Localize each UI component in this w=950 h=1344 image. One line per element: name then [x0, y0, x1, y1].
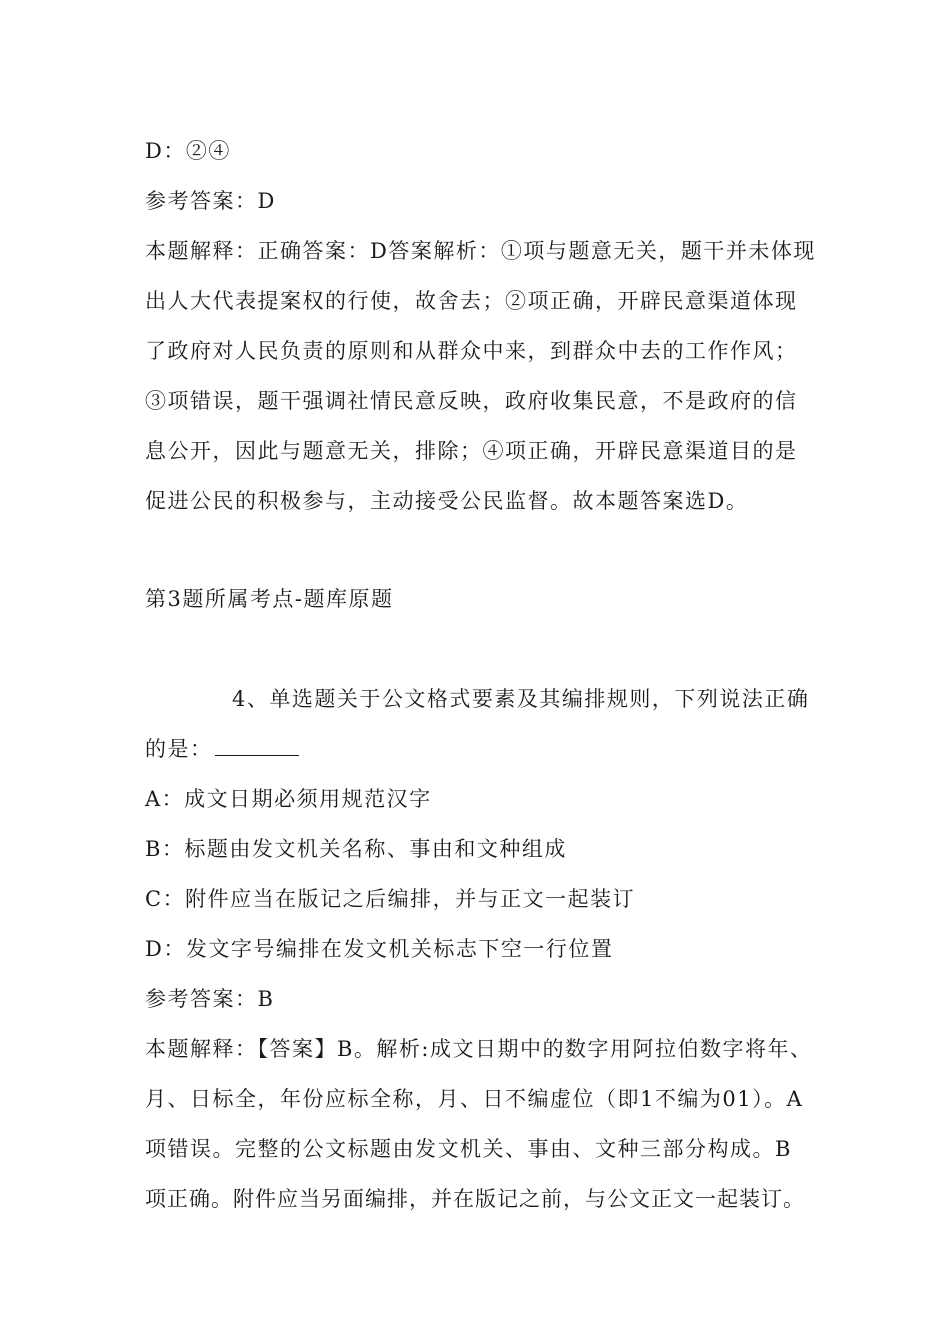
- q3-topic-note: 第3题所属考点-题库原题: [145, 587, 394, 611]
- q3-explanation-line: 息公开，因此与题意无关，排除；④项正确，开辟民意渠道目的是: [145, 439, 798, 463]
- q4-explanation-line: 项正确。附件应当另面编排，并在版记之前，与公文正文一起装订。: [145, 1187, 805, 1211]
- q3-explanation-line: 促进公民的积极参与，主动接受公民监督。故本题答案选D。: [145, 489, 749, 513]
- q3-option-d: D：②④: [145, 139, 231, 163]
- q4-stem-line2: [145, 734, 299, 764]
- q3-explanation-line: 了政府对人民负责的原则和从群众中来，到群众中去的工作作风；: [145, 339, 798, 363]
- q4-option-d: D：发文字号编排在发文机关标志下空一行位置: [145, 937, 614, 961]
- q4-option-a: A：成文日期必须用规范汉字: [145, 787, 432, 811]
- q4-answer: 参考答案：B: [145, 987, 275, 1011]
- q4-explanation-line: 项错误。完整的公文标题由发文机关、事由、文种三部分构成。B: [145, 1137, 792, 1161]
- q3-explanation-line: 出人大代表提案权的行使，故舍去；②项正确，开辟民意渠道体现: [145, 289, 798, 313]
- q4-option-b: B：标题由发文机关名称、事由和文种组成: [145, 837, 567, 861]
- q3-explanation-line: 本题解释：正确答案：D答案解析：①项与题意无关，题干并未体现: [145, 239, 816, 263]
- q4-stem-line1: 4、单选题关于公文格式要素及其编排规则，下列说法正确: [232, 687, 810, 711]
- q4-stem-text: 的是：: [145, 737, 213, 761]
- q4-explanation-line: 月、日标全，年份应标全称，月、日不编虚位（即1不编为01）。A: [145, 1087, 804, 1111]
- q3-explanation-line: ③项错误，题干强调社情民意反映，政府收集民意，不是政府的信: [145, 389, 798, 413]
- answer-blank: [215, 735, 299, 756]
- q4-option-c: C：附件应当在版记之后编排，并与正文一起装订: [145, 887, 636, 911]
- q3-answer: 参考答案：D: [145, 189, 276, 213]
- q4-explanation-line: 本题解释：【答案】B。解析:成文日期中的数字用阿拉伯数字将年、: [145, 1037, 813, 1061]
